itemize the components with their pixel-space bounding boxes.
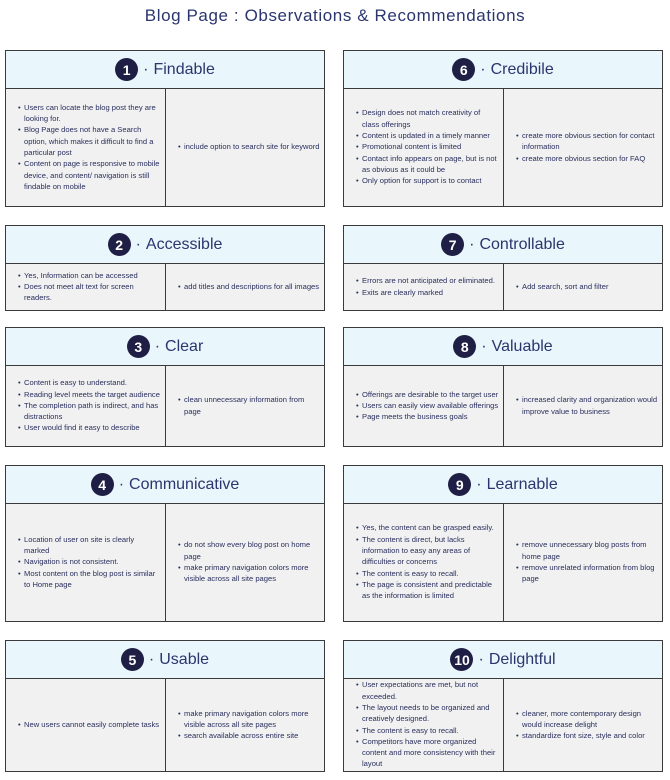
card-title: · Learnable (476, 476, 558, 494)
observation-item: • Contact info appears on page, but is not as obvious as it could be (362, 153, 499, 176)
principle-card-controllable (343, 225, 663, 311)
observations-column (6, 88, 166, 206)
recommendation-item: • create more obvious section for contact information (522, 130, 658, 153)
recommendation-item: • do not show every blog post on home page (184, 539, 320, 562)
principle-card-delightful (343, 640, 663, 772)
recommendations-column (504, 263, 662, 310)
observation-item: • Errors are not anticipated or eliminated. (362, 275, 495, 286)
recommendation-item: • remove unrelated information from blog page (522, 562, 658, 585)
number-badge: 9 (448, 473, 471, 496)
observation-item: • Page meets the business goals (362, 411, 498, 422)
observations-column (344, 365, 504, 446)
observation-item: • User would find it easy to describe (24, 422, 161, 433)
observations-column (6, 503, 166, 621)
observation-item: • The page is consistent and predictable as the information is limited (362, 579, 499, 602)
observation-item: • Design does not match creativity of class offerings (362, 107, 499, 130)
principle-card-findable (5, 50, 325, 207)
card-title: · Credibile (480, 61, 553, 79)
principle-card-communicative (5, 465, 325, 622)
recommendation-item: • clean unnecessary information from page (184, 394, 320, 417)
observation-item: • The completion path is indirect, and has distractions (24, 400, 161, 423)
recommendation-item: • add titles and descriptions for all images (184, 281, 319, 292)
observation-item: • Reading level meets the target audience (24, 389, 161, 400)
recommendations-column (166, 503, 324, 621)
card-header (344, 641, 662, 679)
card-title: · Delightful (478, 651, 555, 669)
observation-item: • Does not meet alt text for screen readers. (24, 281, 161, 304)
observations-column (344, 88, 504, 206)
card-title: · Accessible (136, 236, 223, 254)
observations-column (6, 365, 166, 446)
recommendation-item: • increased clarity and organization would improve value to business (522, 394, 658, 417)
card-header (344, 226, 662, 264)
recommendations-column (504, 503, 662, 621)
recommendations-column (166, 678, 324, 771)
principle-card-learnable (343, 465, 663, 622)
card-header (344, 328, 662, 366)
recommendation-item: • cleaner, more contemporary design would increase delight (522, 708, 658, 731)
card-header (6, 51, 324, 89)
observation-item: • Users can locate the blog post they are looking for. (24, 102, 161, 125)
recommendation-item: • make primary navigation colors more visible across all site pages (184, 708, 320, 731)
observation-item: • New users cannot easily complete tasks (24, 719, 159, 730)
observation-item: • Content is updated in a timely manner (362, 130, 499, 141)
observation-item: • Yes, the content can be grasped easily. (362, 522, 499, 533)
number-badge: 1 (115, 58, 138, 81)
page-title: Blog Page : Observations & Recommendations (144, 6, 526, 25)
recommendation-item: • include option to search site for keyword (184, 141, 320, 152)
number-badge: 5 (121, 648, 144, 671)
card-header (6, 466, 324, 504)
number-badge: 2 (108, 233, 131, 256)
recommendation-item: • create more obvious section for FAQ (522, 153, 658, 164)
observation-item: • Yes, Information can be accessed (24, 270, 161, 281)
recommendations-column (504, 678, 662, 771)
observation-item: • Offerings are desirable to the target user (362, 389, 498, 400)
observation-item: • Blog Page does not have a Search option, which makes it difficult to find a particular post (24, 124, 161, 158)
observation-item: • The content is easy to recall. (362, 568, 499, 579)
number-badge: 6 (452, 58, 475, 81)
recommendation-item: • standardize font size, style and color (522, 730, 658, 741)
observation-item: • The layout needs to be organized and creatively designed. (362, 702, 499, 725)
principle-card-usable (5, 640, 325, 772)
observation-item: • Only option for support is to contact (362, 175, 499, 186)
recommendations-column (504, 365, 662, 446)
observations-column (344, 503, 504, 621)
principle-card-valuable (343, 327, 663, 447)
observation-item: • User expectations are met, but not exceeded. (362, 679, 499, 702)
observation-item: • Location of user on site is clearly marked (24, 534, 161, 557)
observation-item: • Competitors have more organized content and more consistency with their layout (362, 736, 499, 770)
card-header (6, 328, 324, 366)
observation-item: • Navigation is not consistent. (24, 556, 161, 567)
observations-column (6, 678, 166, 771)
principle-card-clear (5, 327, 325, 447)
number-badge: 3 (127, 335, 150, 358)
card-title: · Usable (149, 651, 209, 669)
card-header (6, 226, 324, 264)
observations-column (344, 678, 504, 771)
recommendation-item: • search available across entire site (184, 730, 320, 741)
recommendation-item: • remove unnecessary blog posts from home page (522, 539, 658, 562)
observation-item: • Content on page is responsive to mobile device, and content/ navigation is still findable on mobile (24, 158, 161, 192)
principle-card-credibile (343, 50, 663, 207)
recommendation-item: • Add search, sort and filter (522, 281, 609, 292)
card-header (344, 466, 662, 504)
observation-item: • Users can easily view available offerings (362, 400, 498, 411)
recommendations-column (166, 365, 324, 446)
number-badge: 8 (453, 335, 476, 358)
recommendation-item: • make primary navigation colors more visible across all site pages (184, 562, 320, 585)
observation-item: • The content is direct, but lacks information to easy any areas of difficulties or concerns (362, 534, 499, 568)
principle-card-accessible (5, 225, 325, 311)
observation-item: • Exits are clearly marked (362, 287, 495, 298)
card-title: · Valuable (481, 338, 552, 356)
recommendations-column (166, 88, 324, 206)
card-title: · Controllable (469, 236, 565, 254)
observations-column (6, 263, 166, 310)
number-badge: 10 (450, 648, 473, 671)
observations-column (344, 263, 504, 310)
number-badge: 4 (91, 473, 114, 496)
card-header (6, 641, 324, 679)
observation-item: • Content is easy to understand. (24, 377, 161, 388)
observation-item: • Most content on the blog post is similar to Home page (24, 568, 161, 591)
observation-item: • Promotional content is limited (362, 141, 499, 152)
recommendations-column (504, 88, 662, 206)
observation-item: • The content is easy to recall. (362, 725, 499, 736)
recommendations-column (166, 263, 324, 310)
card-header (344, 51, 662, 89)
card-title: · Clear (155, 338, 204, 356)
card-title: · Findable (143, 61, 215, 79)
number-badge: 7 (441, 233, 464, 256)
card-title: · Communicative (119, 476, 240, 494)
